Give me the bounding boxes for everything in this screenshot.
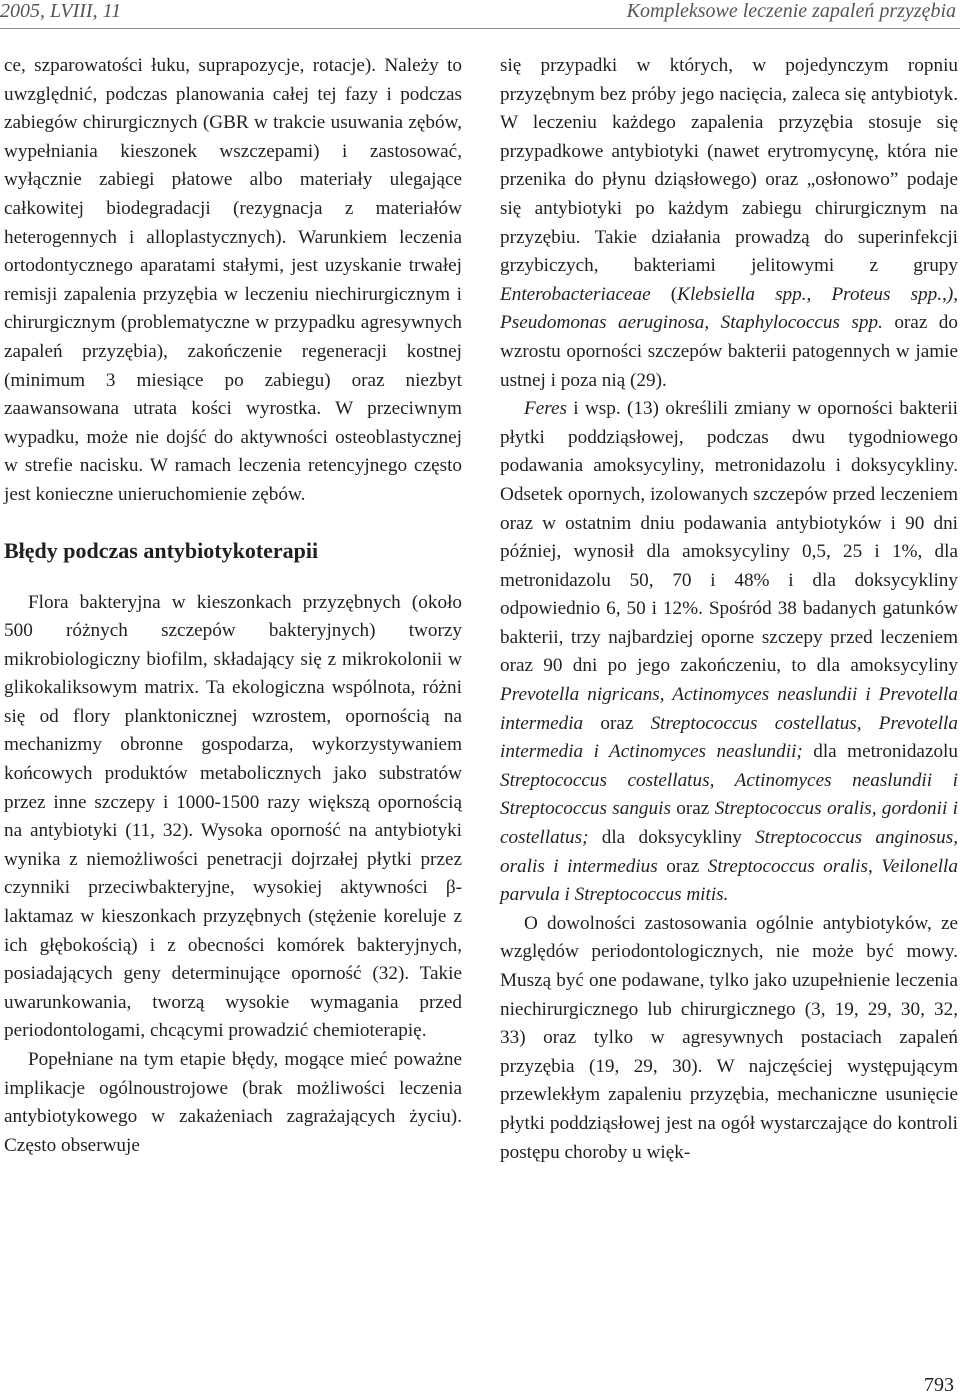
paragraph-antibiotic-indications: O dowolności zastosowania ogólnie antybiotyków, ze względów periodontologicznych, nie może być mowy. Muszą być one podawane, tylko jako uzupełnienie leczenia niechirurgicznego lub chirurgicznego (3, 19, 29, 30, 32, 33) oraz tylko w agresywnych postaciach zapaleń przyzębia (19, 29, 30). W najczęściej występującym przewlekłym zapaleniu przyzębia, mechaniczne usunięcie płytki poddziąsłowej jest na ogół wystarczające do kontroli postępu choroby u więk- [500,912,958,1163]
section-heading: Błędy podczas antybiotykoterapii [4,537,319,563]
journal-issue: 2005, LVIII, 11 [0,0,122,22]
running-header [0,0,960,29]
paragraph-orthodontic: ce, szparowatości łuku, suprapozycje, rotacje). Należy to uwzględnić, podczas planowania całej tej fazy i podczas zabiegów chirurgicznych (GBR w trakcie usuwania zębów, wypełniania kieszonek wszczepami) i zastosować, wyłącznie zabiegi płatowe albo materiały ulegające całkowitej biodegradacji (rezygnacja z materiałów heterogennych i alloplastycznych). Warunkiem leczenia ortodontycznego aparatami stałymi, jest uzyskanie trwałej remisji zapalenia przyzębia w leczeniu niechirurgicznym i chirurgicznym (problematyczne w przypadku agresywnych zapaleń przyzębia), zakończenie regeneracji kostnej (minimum 3 miesiące po zabiegu) oraz niezbyt zaawansowana utrata kości wyrostka. W przeciwnym wypadku, może nie dojść do aktywności osteoblastycznej w strefie nacisku. W ramach leczenia retencyjnego często jest konieczne unieruchomienie zębów. [4,55,462,505]
left-column [4,52,462,1160]
paragraph-antibiotic-misuse: się przypadki w których, w pojedynczym ropniu przyzębnym bez próby jego nacięcia, zaleca się antybiotyk. W leczeniu każdego zapalenia przyzębia stosuje się przypadkowe antybiotyki (nawet erytromycynę, która nie przenika do płynu dziąsłowego) oraz „osłonowo” podaje się antybiotyki po każdym zabiegu chirurgicznym na przyzębiu. Takie działania prowadzą do superinfekcji grzybiczych, bakteriami jelitowymi z grupy Enterobacteriaceae (Klebsiella spp., Proteus spp.,), Pseudomonas aeruginosa, Staphylococcus spp. oraz do wzrostu oporności szczepów bakterii patogennych w jamie ustnej i poza nią (29). [500,55,959,391]
paragraph-feres-study: Feres i wsp. (13) określili zmiany w oporności bakterii płytki poddziąsłowej, podczas dwu tygodniowego podawania amoksycyliny, metronidazolu i doksycykliny. Odsetek opornych, izolowanych szczepów przed leczeniem oraz w ostatnim dniu podawania antybiotyków i 90 dni później, wynosił dla amoksycyliny 0,5, 25 i 1%, dla metronidazolu 50, 70 i 48% i dla doksycykliny odpowiednio 6, 50 i 12%. Spośród 38 badanych gatunków bakterii, trzy najbardziej oporne szczepy przed leczeniem oraz 90 dni po jego zakończeniu, to dla amoksycyliny Prevotella nigricans, Actinomyces neaslundii i Prevotella intermedia oraz Streptococcus costellatus, Prevotella intermedia i Actinomyces neaslundii; dla metronidazolu Streptococcus costellatus, Actinomyces neaslundii i Streptococcus sanguis oraz Streptococcus oralis, gordonii i costellatus; dla doksycykliny Streptococcus anginosus, oralis i intermedius oraz Streptococcus oralis, Veilonella parvula i Streptococcus mitis. [500,398,958,906]
paragraph-errors: Popełniane na tym etapie błędy, mogące mieć poważne implikacje ogólnoustrojowe (brak możliwości leczenia antybiotykowego w zakażeniach zagrażających życiu). Często obserwuje [4,1049,462,1156]
right-column [500,52,958,1167]
paragraph-biofilm: Flora bakteryjna w kieszonkach przyzębnych (około 500 różnych szczepów bakteryjnych) tworzy mikrobiologiczny biofilm, składający się z mikrokolonii w glikokaliksowym matrix. Ta ekologiczna wspólnota, różni się od flory planktonicznej wzrostem, opornością na mechanizmy obronne gospodarza, wykorzystywaniem końcowych produktów metabolicznych jako substratów przez inne szczepy i 1000-1500 razy większą opornością na antybiotyki (11, 32). Wysoka oporność na antybiotyki wynika z niemożliwości penetracji dojrzałej płytki przez czynniki przeciwbakteryjne, wysokiej aktywności β-laktamaz w kieszonkach przyzębnych (stężenie koreluje z ich głębokością) i z obecności komórek bakteryjnych, posiadających geny determinujące oporność (32). Takie uwarunkowania, tworzą wysokie wymagania przed periodontologami, chcącymi prowadzić chemioterapię. [4,591,462,1042]
page-number: 793 [924,1374,954,1396]
running-title: Kompleksowe leczenie zapaleń przyzębia [626,0,956,22]
